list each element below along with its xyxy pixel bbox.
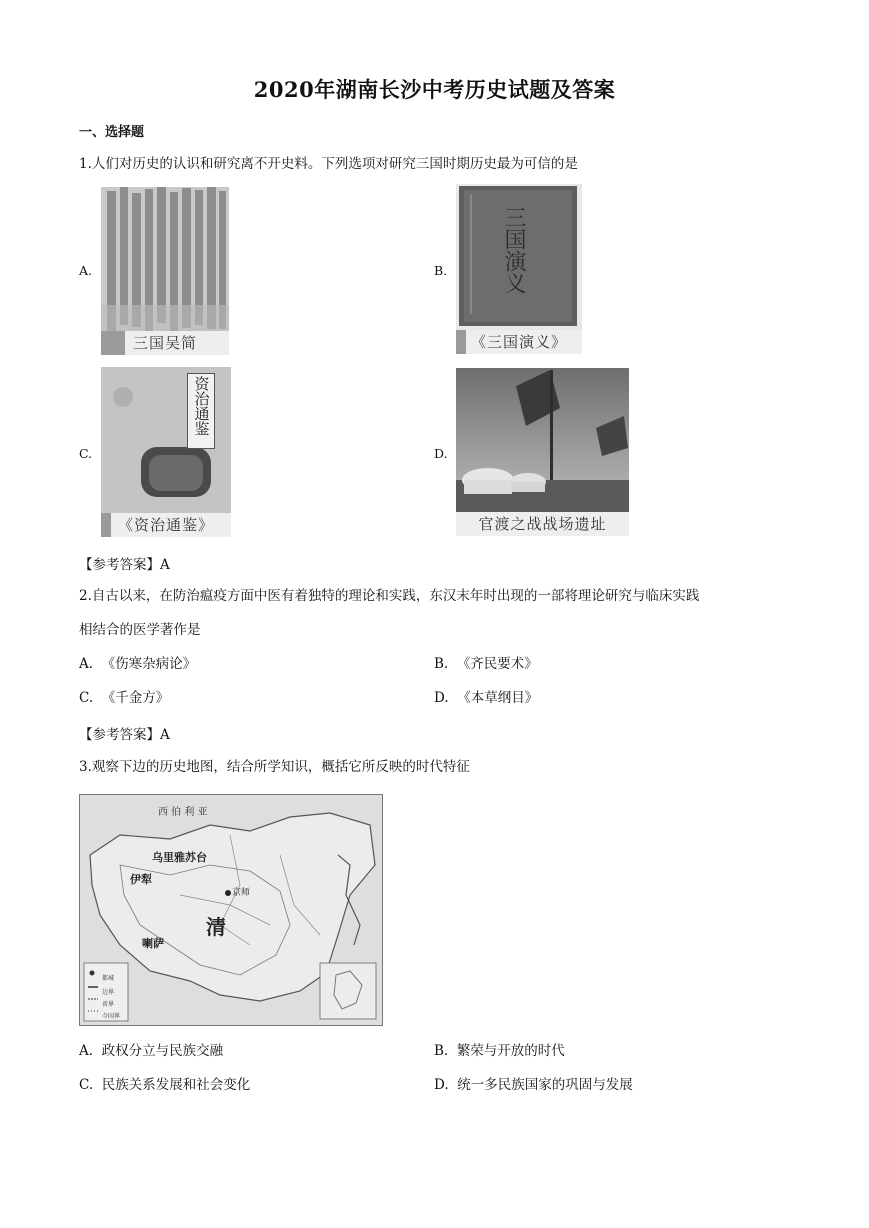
q2-option-d-label: D.	[434, 690, 449, 706]
image-tab	[456, 330, 466, 354]
q3-option-a-label: A.	[79, 1043, 94, 1059]
q2-stem-line2: 相结合的医学著作是	[79, 622, 201, 638]
q3-option-d-label: D.	[434, 1077, 449, 1093]
q3-option-c-label: C.	[79, 1077, 94, 1093]
section-heading: 一、选择题	[79, 125, 145, 140]
q2-option-c-label: C.	[79, 690, 94, 706]
q1-option-c-caption: 《资治通鉴》	[101, 513, 231, 537]
image-tab	[101, 331, 125, 355]
q1-option-a-image[interactable]	[101, 187, 229, 355]
map-label-ili: 伊犁	[130, 873, 152, 886]
q3-option-b-text: 繁荣与开放的时代	[456, 1043, 565, 1059]
battlefield-photo-icon	[456, 368, 629, 512]
q2-option-d-text: 《本草纲目》	[457, 690, 539, 706]
book-cover-title: 资治通鉴	[192, 376, 211, 436]
qing-map-icon	[80, 795, 382, 1025]
bamboo-slips-icon	[101, 187, 229, 331]
q1-option-d-caption: 官渡之战战场遗址	[456, 512, 629, 536]
book-title-strip	[187, 373, 215, 449]
q2-option-d[interactable]	[434, 689, 538, 707]
q1-option-c-label: C.	[79, 446, 93, 461]
map-legend-province: 省界	[102, 1001, 115, 1008]
q3-option-c-text: 民族关系发展和社会变化	[101, 1077, 251, 1093]
map-label-uliastai: 乌里雅苏台	[152, 851, 207, 864]
q1-option-a-caption: 三国吴简	[101, 331, 229, 355]
q2-option-b-text: 《齐民要术》	[456, 656, 538, 672]
book-cover-title: 三国演义	[501, 206, 526, 294]
page-title: 2020年湖南长沙中考历史试题及答案	[253, 77, 616, 102]
map-legend-capital: 都城	[102, 975, 115, 982]
q1-option-b-image[interactable]	[456, 184, 582, 354]
q2-option-c[interactable]	[79, 689, 169, 707]
q1-option-a-label: A.	[79, 263, 93, 278]
q1-answer: 【参考答案】A	[79, 557, 170, 573]
q2-stem-line1: 2.自古以来，在防治瘟疫方面中医有着独特的理论和实践，东汉末年时出现的一部将理论研究与临床实践	[79, 588, 700, 604]
map-label-qing: 清	[206, 915, 226, 939]
q3-option-d-text: 统一多民族国家的巩固与发展	[457, 1077, 633, 1093]
q1-option-d-label: D.	[434, 446, 448, 461]
map-legend-modern-border: 今国界	[102, 1013, 121, 1020]
q3-option-b-label: B.	[434, 1043, 449, 1059]
map-label-lhasa: 喇萨	[142, 937, 164, 950]
q1-option-d-image[interactable]	[456, 368, 629, 536]
map-label-beijing: 京师	[232, 888, 251, 898]
q3-historical-map[interactable]	[79, 794, 383, 1026]
q2-answer: 【参考答案】A	[79, 727, 170, 743]
q1-stem: 1.人们对历史的认识和研究离不开史料。下列选项对研究三国时期历史最为可信的是	[79, 156, 578, 172]
q3-option-a-text: 政权分立与民族交融	[101, 1043, 224, 1059]
q3-option-b[interactable]	[434, 1042, 565, 1060]
q1-option-b-caption: 《三国演义》	[456, 330, 582, 354]
q3-option-d[interactable]	[434, 1076, 633, 1094]
q2-option-a[interactable]	[79, 655, 196, 673]
q1-option-c-image[interactable]	[101, 367, 231, 537]
q2-option-a-label: A.	[79, 656, 94, 672]
map-legend-border: 边界	[102, 989, 115, 996]
q3-option-a[interactable]	[79, 1042, 223, 1060]
q2-option-b-label: B.	[434, 656, 449, 672]
q1-option-b-label: B.	[434, 263, 448, 278]
q3-stem: 3.观察下边的历史地图，结合所学知识，概括它所反映的时代特征	[79, 759, 470, 775]
q2-option-a-text: 《伤寒杂病论》	[101, 656, 197, 672]
q2-option-b[interactable]	[434, 655, 538, 673]
map-label-siberia: 西 伯 利 亚	[158, 807, 208, 818]
image-tab	[101, 513, 111, 537]
q3-option-c[interactable]	[79, 1076, 250, 1094]
q2-option-c-text: 《千金方》	[101, 690, 170, 706]
